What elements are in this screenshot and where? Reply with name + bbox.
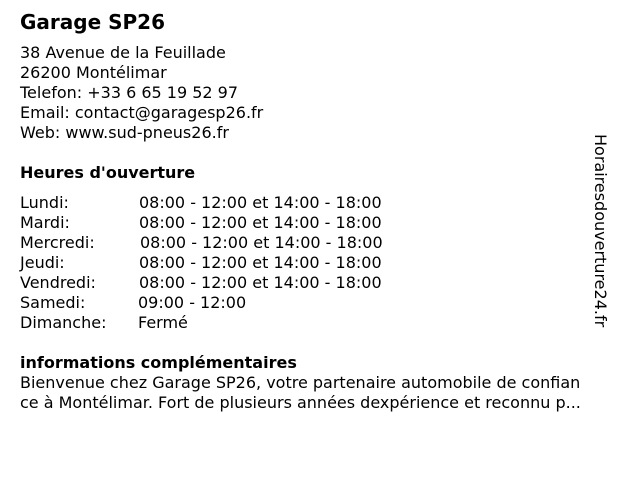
day-time: Fermé (138, 313, 188, 332)
info-text (20, 373, 632, 413)
day-time: 08:00 - 12:00 et 14:00 - 18:00 (139, 273, 382, 292)
address-line-2: 26200 Montélimar (20, 63, 167, 82)
day-time: 08:00 - 12:00 et 14:00 - 18:00 (139, 213, 382, 232)
day-label: Mardi: (20, 213, 70, 232)
day-time: 08:00 - 12:00 et 14:00 - 18:00 (139, 193, 382, 212)
day-time: 08:00 - 12:00 et 14:00 - 18:00 (139, 253, 382, 272)
info-heading: informations complémentaires (20, 353, 297, 372)
day-label: Jeudi: (20, 253, 65, 272)
day-label: Vendredi: (20, 273, 96, 292)
info-line-1: Bienvenue chez Garage SP26, votre partenaire automobile de confian (20, 373, 581, 392)
day-time: 09:00 - 12:00 (138, 293, 247, 312)
day-label: Lundi: (20, 193, 69, 212)
contact-block (20, 43, 263, 143)
phone-line: Telefon: +33 6 65 19 52 97 (20, 83, 239, 102)
day-label: Samedi: (20, 293, 86, 312)
day-time: 08:00 - 12:00 et 14:00 - 18:00 (140, 233, 383, 252)
site-watermark: Horairesdouverture24.fr (591, 134, 610, 328)
web-line: Web: www.sud-pneus26.fr (20, 123, 229, 142)
day-label: Mercredi: (20, 233, 95, 252)
day-label: Dimanche: (20, 313, 107, 332)
business-name: Garage SP26 (20, 10, 166, 34)
email-line: Email: contact@garagesp26.fr (20, 103, 264, 122)
info-line-2: ce à Montélimar. Fort de plusieurs années dexpérience et reconnu p... (20, 393, 581, 412)
hours-heading: Heures d'ouverture (20, 163, 196, 182)
address-line-1: 38 Avenue de la Feuillade (20, 43, 226, 62)
